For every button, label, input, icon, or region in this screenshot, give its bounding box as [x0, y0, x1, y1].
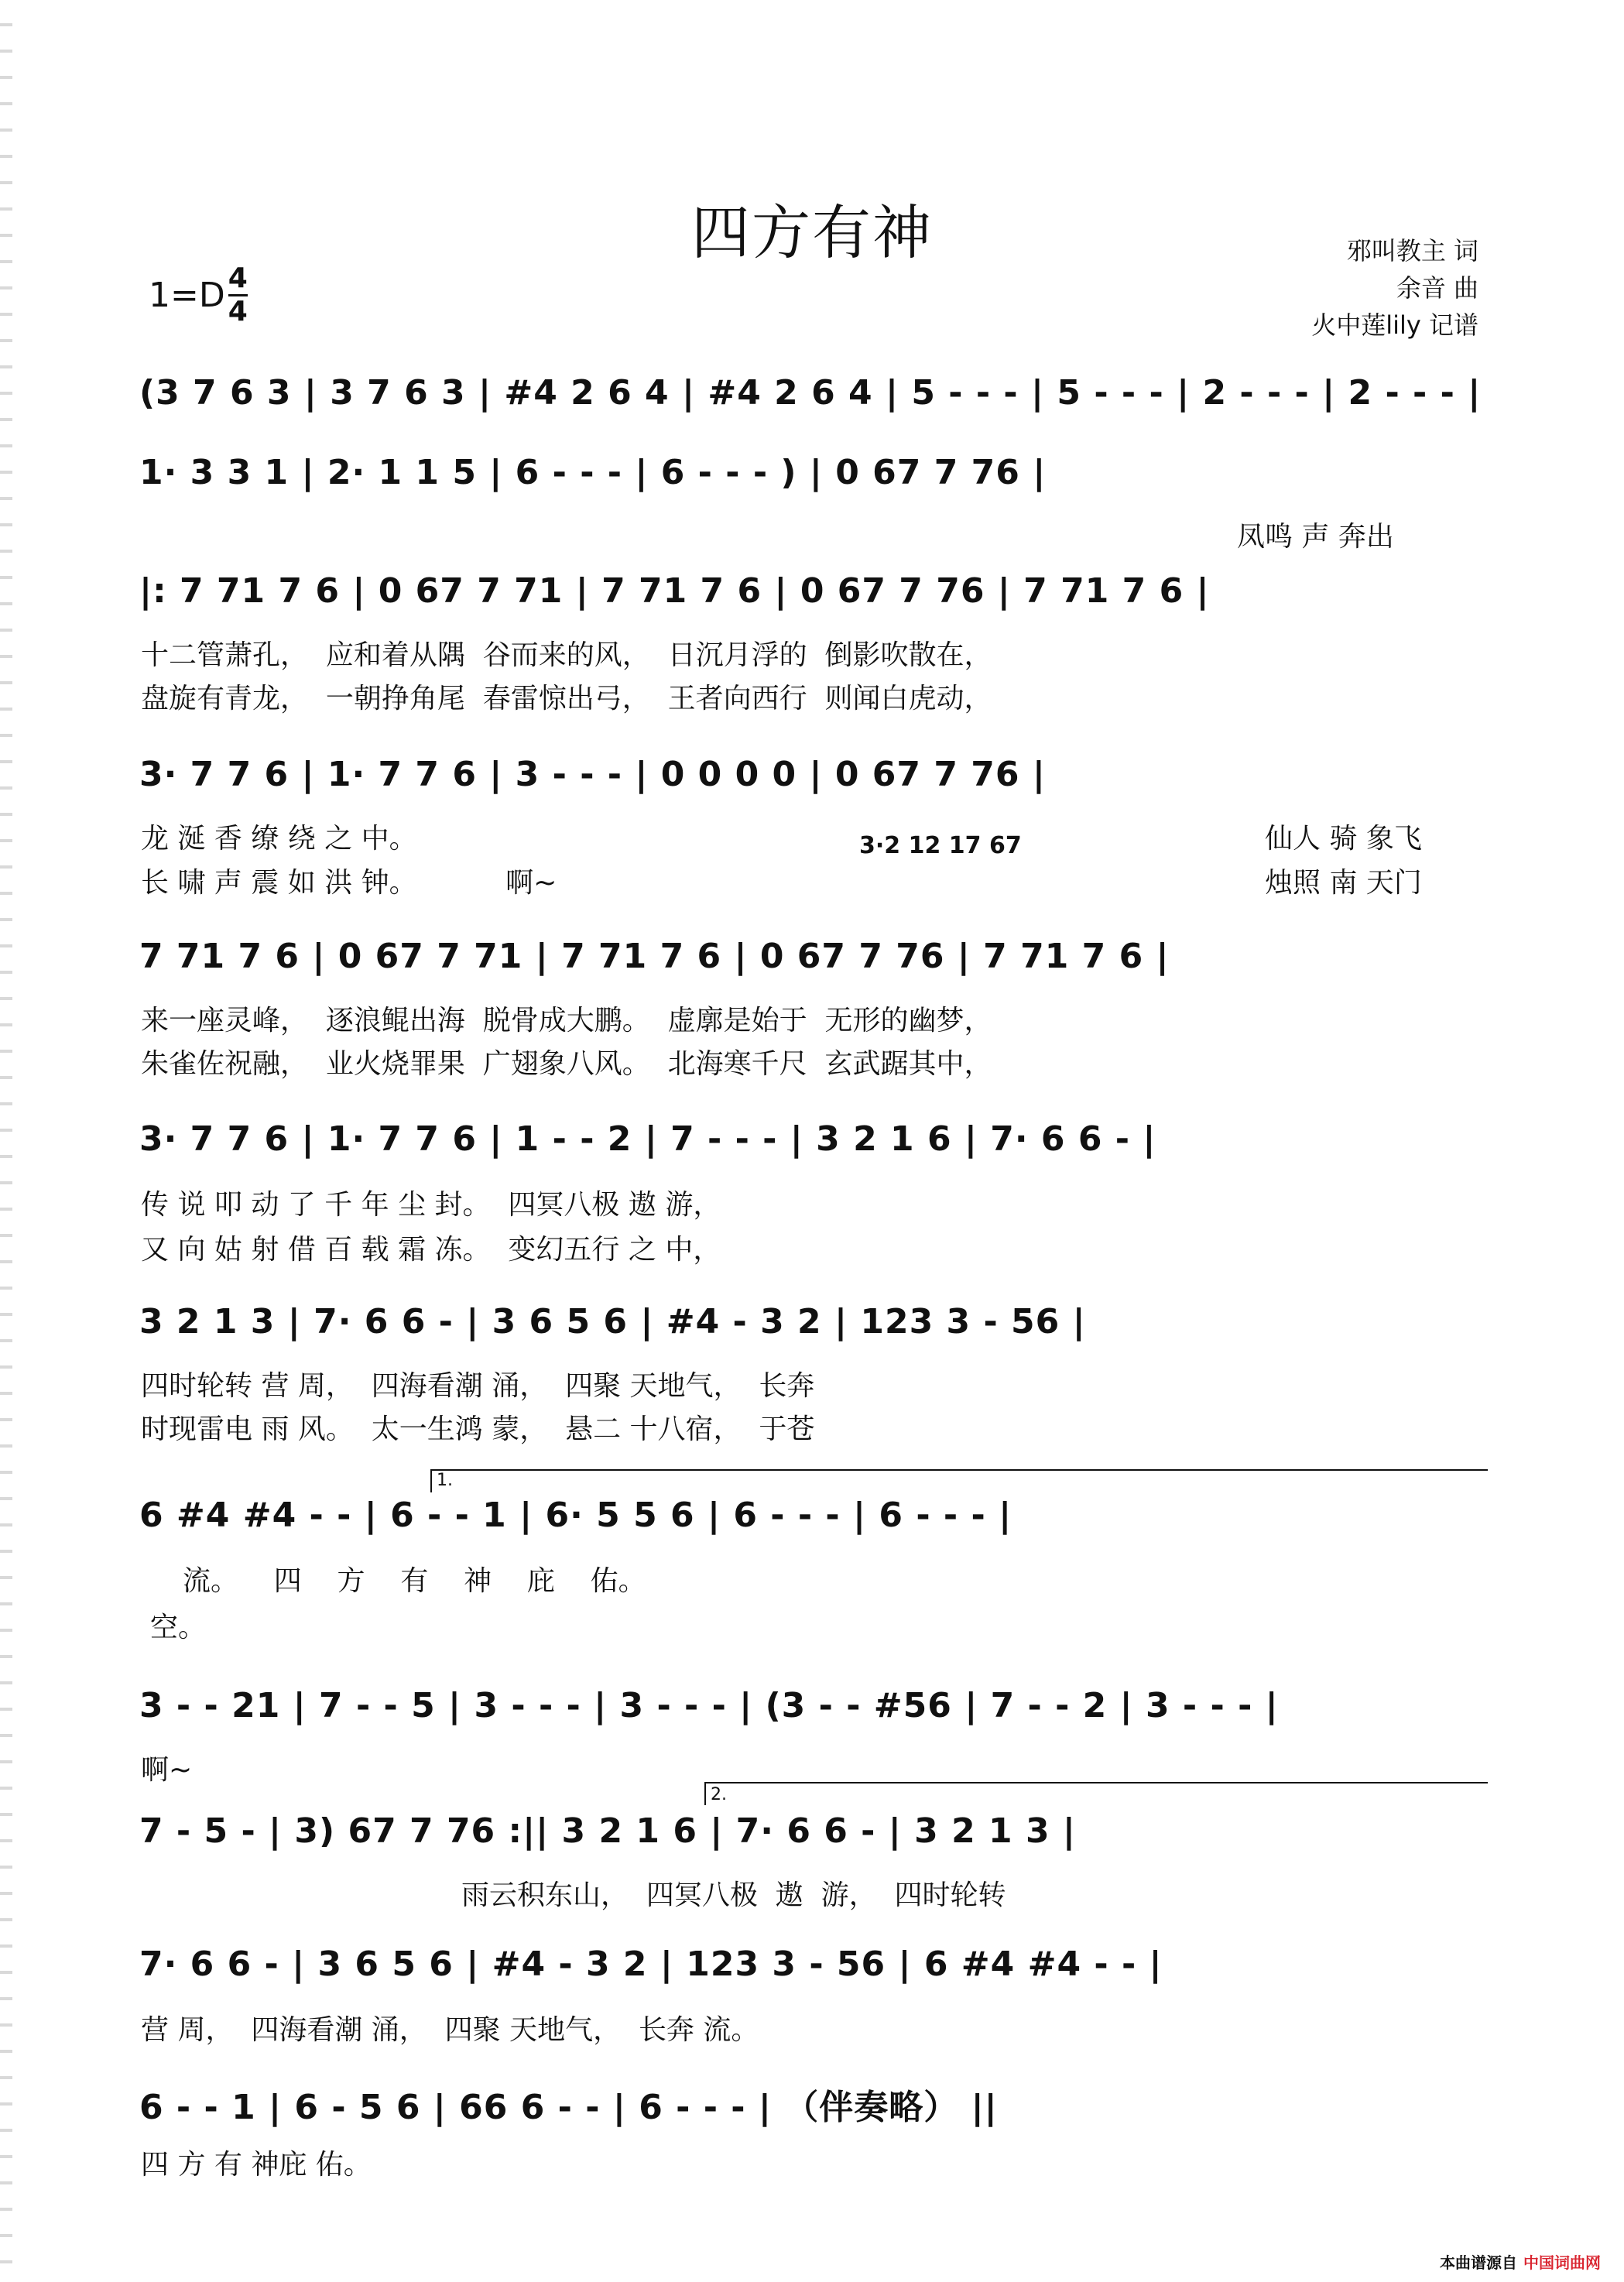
score-row-9-notes: 3 - - 21 | 7 - - 5 | 3 - - - | 3 - - - | (3 - - #56 | 7 - - 2 | 3 - - - | — [139, 1686, 1279, 1725]
score-row-5-lyric-1: 来一座灵峰， 逐浪鲲出海 脱骨成大鹏。 虚廓是始于 无形的幽梦， — [141, 1005, 992, 1036]
score-row-7-notes: 3 2 1 3 | 7· 6 6 - | 3 6 5 6 | #4 - 3 2 | 123 3 - 56 | — [139, 1302, 1086, 1341]
score-row-12-notes: 6 - - 1 | 6 - 5 6 | 66 6 - - | 6 - - - | （伴奏略） || — [139, 2088, 998, 2127]
score-row-1-notes: (3 7 6 3 | 3 7 6 3 | #4 2 6 4 | #4 2 6 4 | 5 - - - | 5 - - - | 2 - - - | 2 - - - | — [139, 373, 1482, 413]
song-title: 四方有神 — [691, 198, 933, 267]
transcriber-credit: 火中莲lily 记谱 — [1311, 310, 1478, 340]
footer-source — [1440, 2250, 1601, 2273]
score-row-4-lyric-3: 仙人 骑 象飞 — [1265, 823, 1422, 855]
score-row-7-lyric-1: 四时轮转 营 周， 四海看潮 涌， 四聚 天地气， 长奔 — [141, 1370, 815, 1402]
score-row-10-lyric-1: 雨云积东山， 四冥八极 遨 游， 四时轮转 — [461, 1879, 1006, 1911]
score-row-8-lyric-2: 空。 — [150, 1612, 207, 1643]
score-row-6-notes: 3· 7 7 6 | 1· 7 7 6 | 1 - - 2 | 7 - - - | 3 2 1 6 | 7· 6 6 - | — [139, 1119, 1156, 1159]
score-row-6-lyric-2: 又 向 姑 射 借 百 载 霜 冻。 变幻五行 之 中， — [141, 1234, 721, 1266]
ending-1-bracket — [430, 1469, 1488, 1471]
score-row-6-lyric-1: 传 说 叩 动 了 千 年 尘 封。 四冥八极 遨 游， — [141, 1189, 721, 1221]
ending-1-label: 1. — [437, 1471, 453, 1490]
score-row-10-notes: 7 - 5 - | 3) 67 7 76 :|| 3 2 1 6 | 7· 6 6 - | 3 2 1 3 | — [139, 1811, 1076, 1851]
score-row-3-lyric-1: 十二管萧孔， 应和着从隅 谷而来的风， 日沉月浮的 倒影吹散在， — [141, 639, 992, 671]
score-row-8-notes: 6 #4 #4 - - | 6 - - 1 | 6· 5 5 6 | 6 - - - | 6 - - - | — [139, 1496, 1012, 1535]
score-row-11-notes: 7· 6 6 - | 3 6 5 6 | #4 - 3 2 | 123 3 - 56 | 6 #4 #4 - - | — [139, 1944, 1163, 1984]
ending-2-label: 2. — [711, 1785, 727, 1804]
score-row-4-lyric-4: 烛照 南 天门 — [1265, 867, 1422, 899]
score-row-2-lyric-1: 凤鸣 声 奔出 — [1237, 521, 1394, 553]
score-row-5-lyric-2: 朱雀佐祝融， 业火烧罪果 广翅象八风。 北海寒千尺 玄武踞其中， — [141, 1048, 992, 1080]
score-row-11-lyric-1: 营 周， 四海看潮 涌， 四聚 天地气， 长奔 流。 — [141, 2014, 759, 2046]
interlude-notes: 3·2 12 17 67 — [859, 832, 1022, 859]
score-row-2-notes: 1· 3 3 1 | 2· 1 1 5 | 6 - - - | 6 - - - ) | 0 67 7 76 | — [139, 453, 1047, 492]
credits — [1311, 232, 1478, 344]
score-row-3-notes: |: 7 71 7 6 | 0 67 7 71 | 7 71 7 6 | 0 67 7 76 | 7 71 7 6 | — [139, 571, 1210, 611]
page-edge-strip — [0, 0, 12, 2282]
key-signature-block — [149, 263, 248, 327]
score-row-5-notes: 7 71 7 6 | 0 67 7 71 | 7 71 7 6 | 0 67 7 76 | 7 71 7 6 | — [139, 937, 1170, 976]
lyricist-credit: 邪叫教主 词 — [1346, 236, 1478, 266]
time-signature — [228, 263, 248, 327]
ending-2-bracket — [704, 1782, 1488, 1783]
time-denominator: 4 — [228, 296, 248, 327]
footer-source-label: 本曲谱源自 — [1440, 2253, 1517, 2272]
score-row-3-lyric-2: 盘旋有青龙， 一朝挣角尾 春雷惊出弓， 王者向西行 则闻白虎动， — [141, 683, 992, 714]
score-row-12-lyric-1: 四 方 有 神庇 佑。 — [141, 2149, 372, 2181]
score-row-8-lyric-1: 流。 四 方 有 神 庇 佑。 — [183, 1565, 646, 1597]
score-row-9-lyric-1: 啊~ — [141, 1754, 193, 1786]
ending-1-tick — [430, 1469, 432, 1492]
time-numerator: 4 — [228, 263, 248, 296]
score-row-4-notes: 3· 7 7 6 | 1· 7 7 6 | 3 - - - | 0 0 0 0 | 0 67 7 76 | — [139, 755, 1046, 794]
key-signature: 1=D — [149, 276, 225, 315]
footer-site-link[interactable]: 中国词曲网 — [1523, 2253, 1601, 2272]
ending-2-tick — [704, 1782, 706, 1805]
score-row-7-lyric-2: 时现雷电 雨 风。 太一生鸿 蒙， 悬二 十八宿， 于苍 — [141, 1413, 815, 1445]
composer-credit: 余音 曲 — [1396, 273, 1478, 303]
score-row-4-lyric-2: 长 啸 声 震 如 洪 钟。 啊~ — [141, 867, 557, 899]
score-row-4-lyric-1: 龙 涎 香 缭 绕 之 中。 — [141, 823, 417, 855]
